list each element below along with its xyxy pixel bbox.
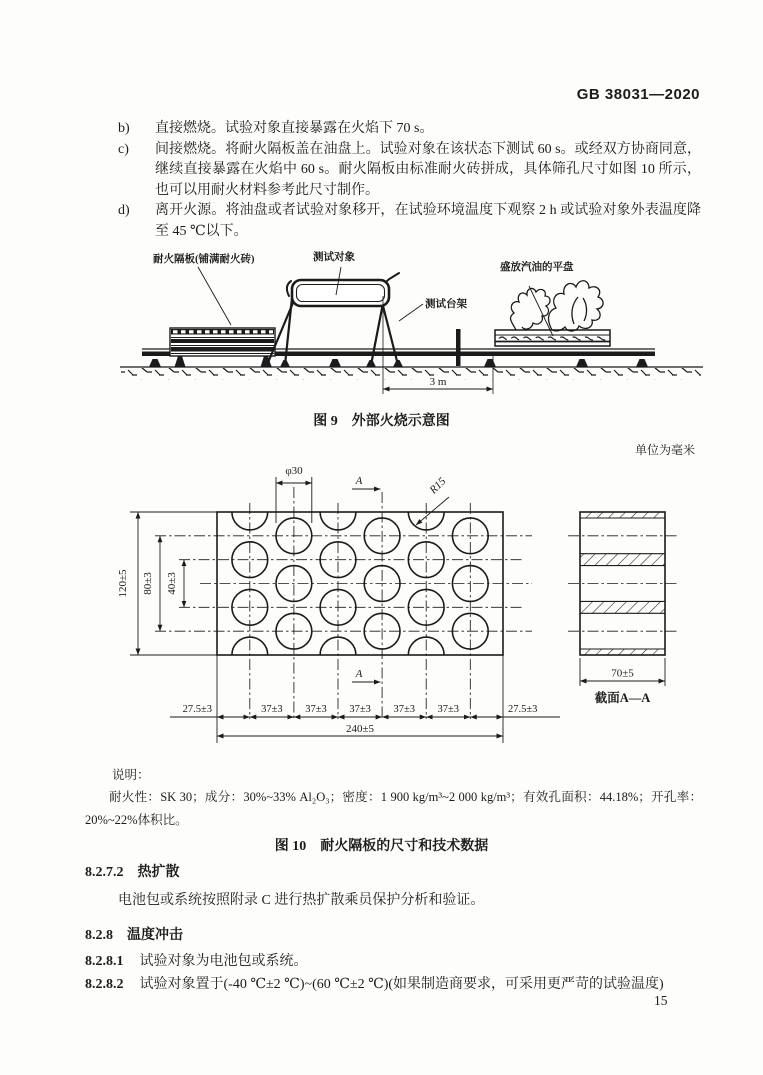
figure10-drawing	[60, 455, 705, 755]
edge-left-label: 27.5±3	[182, 704, 212, 715]
section-heading-8272	[85, 861, 180, 881]
section-mark-top: A	[355, 475, 363, 487]
notes-title: 说明：	[112, 768, 150, 782]
row-span-dim-label: 80±3	[142, 572, 154, 595]
pitch-label: 37±3	[393, 704, 415, 715]
list-text: 离开火源。将油盘或者试验对象移开，在试验环境温度下观察 2 h 或试验对象外表温度降至 45 ℃以下。	[155, 203, 701, 239]
section-heading-828	[85, 924, 183, 944]
page-number: 15	[654, 993, 668, 1008]
gasoline-pan	[495, 330, 610, 346]
edge-right-label: 27.5±3	[508, 704, 538, 715]
flames	[510, 281, 603, 331]
row-pitch-dim-label: 40±3	[166, 572, 178, 595]
notes-text: 耐火性：SK 30；成分：30%~33% Al₂O₃；密度：1 900 kg/m³~2 000 kg/m³；有效孔面积：44.18%；开孔率：20%~22%体积比。	[85, 790, 702, 827]
section-title: 温度冲击	[127, 928, 183, 943]
section-body-8272: 电池包或系统按照附录 C 进行热扩散乘员保护分析和验证。	[118, 893, 485, 908]
section-number: 8.2.8.2	[85, 977, 124, 992]
list-item-c	[85, 140, 701, 202]
section-title: 热扩散	[137, 865, 180, 880]
list-item-b	[85, 119, 701, 140]
centerlines	[155, 487, 532, 719]
unit-note: 单位为毫米	[634, 443, 695, 457]
section-caption: 截面A—A	[594, 691, 651, 705]
width-dim-label: 240±5	[345, 723, 375, 735]
ground	[120, 367, 703, 380]
pitch-label: 37±3	[437, 704, 460, 715]
figure10-caption: 图 10 耐火隔板的尺寸和技术数据	[274, 839, 489, 854]
section-number: 8.2.7.2	[85, 865, 124, 880]
barrier-block	[170, 328, 275, 367]
section-text: 试验对象为电池包或系统。	[139, 954, 308, 969]
test-object	[292, 280, 389, 306]
list-marker: b)	[118, 121, 130, 136]
marker-post	[456, 329, 461, 366]
figure9-caption: 图 9 外部火烧示意图	[313, 414, 450, 429]
hole-dia-label: φ30	[285, 465, 303, 477]
radius-label: R15	[427, 475, 449, 497]
list-text: 间接燃烧。将耐火隔板盖在油盘上。试验对象在该状态下测试 60 s。或经双方协商同意，继续直接暴露在火焰中 60 s。耐火隔板由标准耐火砖拼成，具体筛孔尺寸如图 10 所示，也可以用耐火材料参考此尺寸制作。	[155, 141, 701, 198]
height-dim-label: 120±5	[117, 569, 129, 598]
distance-label: 3 m	[429, 376, 447, 388]
section-width-label: 70±5	[611, 667, 634, 680]
cross-section	[568, 512, 677, 686]
list-marker: d)	[118, 203, 130, 219]
standard-number-header: GB 38031—2020	[576, 86, 700, 103]
figure9-drawing	[85, 248, 705, 410]
section-mark-bottom: A	[355, 668, 363, 680]
test-object-label: 测试对象	[313, 252, 355, 263]
pitch-label: 37±3	[261, 704, 283, 715]
pitch-label: 37±3	[349, 704, 371, 715]
pitch-label: 37±3	[305, 704, 327, 715]
list-text: 直接燃烧。试验对象直接暴露在火焰下 70 s。	[155, 121, 434, 136]
list-item-d	[85, 201, 701, 242]
section-number: 8.2.8.1	[85, 954, 124, 969]
section-text: 试验对象置于(-40 ℃±2 ℃)~(60 ℃±2 ℃)(如果制造商要求，可采用更严苛的试验温度)	[139, 977, 664, 992]
section-number: 8.2.8	[85, 928, 113, 943]
list-marker: c)	[118, 141, 129, 157]
section-8281	[85, 950, 707, 970]
barrier-label: 耐火隔板(铺满耐火砖)	[153, 254, 255, 265]
clause-list	[85, 119, 701, 243]
radius-leader	[416, 497, 449, 525]
section-8282	[85, 973, 707, 993]
pan-label: 盛放汽油的平盘	[500, 262, 574, 273]
bench-label: 测试台架	[425, 299, 467, 310]
